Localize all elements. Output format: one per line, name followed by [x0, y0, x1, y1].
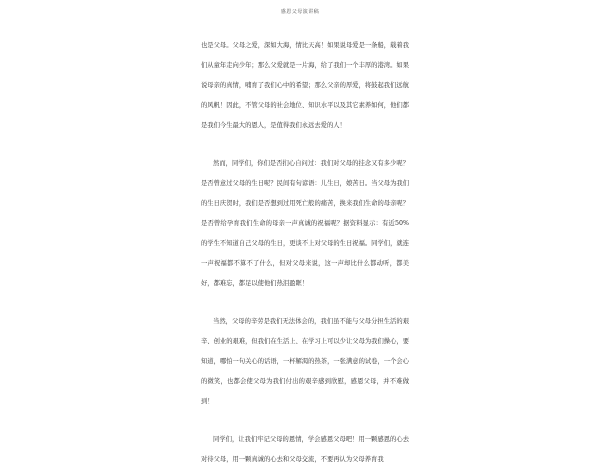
- paragraph: 同学们，让我们牢记父母的恩情，学会感恩父母吧！用一颗感恩的心去对待父母，用一颗真诚的心去和父母交流，不要再认为父母养育我: [201, 436, 409, 463]
- paragraph: 然而，同学们，你们是否扪心自问过：我们对父母的挂念又有多少呢？是否曾意过父母的生日呢？民间有句谚语：儿生日，娘苦日。当父母为我们的生日庆贺时，我们是否想到过用死亡般的痛苦，换来我们生命的母亲呢？是否曾给孕育我们生命的母亲一声真诚的祝福呢？据资料显示：有近50%的学生不知道自己父母的生日，更谈不上对父母的生日祝福。同学们，就连一声祝福都不算不了什么，但对父母来说，这一声却比什么都动听，都美好，都难忘，都足以使他们热泪盈眶！: [201, 160, 409, 287]
- document-body: [201, 36, 409, 470]
- paragraph: 当然，父母的辛劳是我们无法体会的，我们虽不能与父母分担生活的艰辛、创业的艰难，但我们在生活上、在学习上可以少让父母为我们操心，要知道，哪怕一句关心的话语，一杯解渴的热茶，一张满意的试卷，一个会心的微笑，也都会使父母为我们付出的艰辛感到欣慰，感恩父母，并不难做到！: [201, 318, 409, 405]
- paragraph: 也是父母。父母之爱，深如大海，情比天高！如果说母爱是一条船，载着我们从童年走向少年；那么父爱就是一片海，给了我们一个丰厚的港湾。如果说母亲的真情，哺育了我们心中的希望；那么父亲的厚爱，将鼓起我们远航的风帆！因此，不管父母的社会地位、知识水平以及其它素养如何，他们都是我们今生最大的恩人，是值得我们永远去爱的人！: [201, 42, 409, 129]
- page-header: 感恩父母演讲稿: [280, 9, 320, 15]
